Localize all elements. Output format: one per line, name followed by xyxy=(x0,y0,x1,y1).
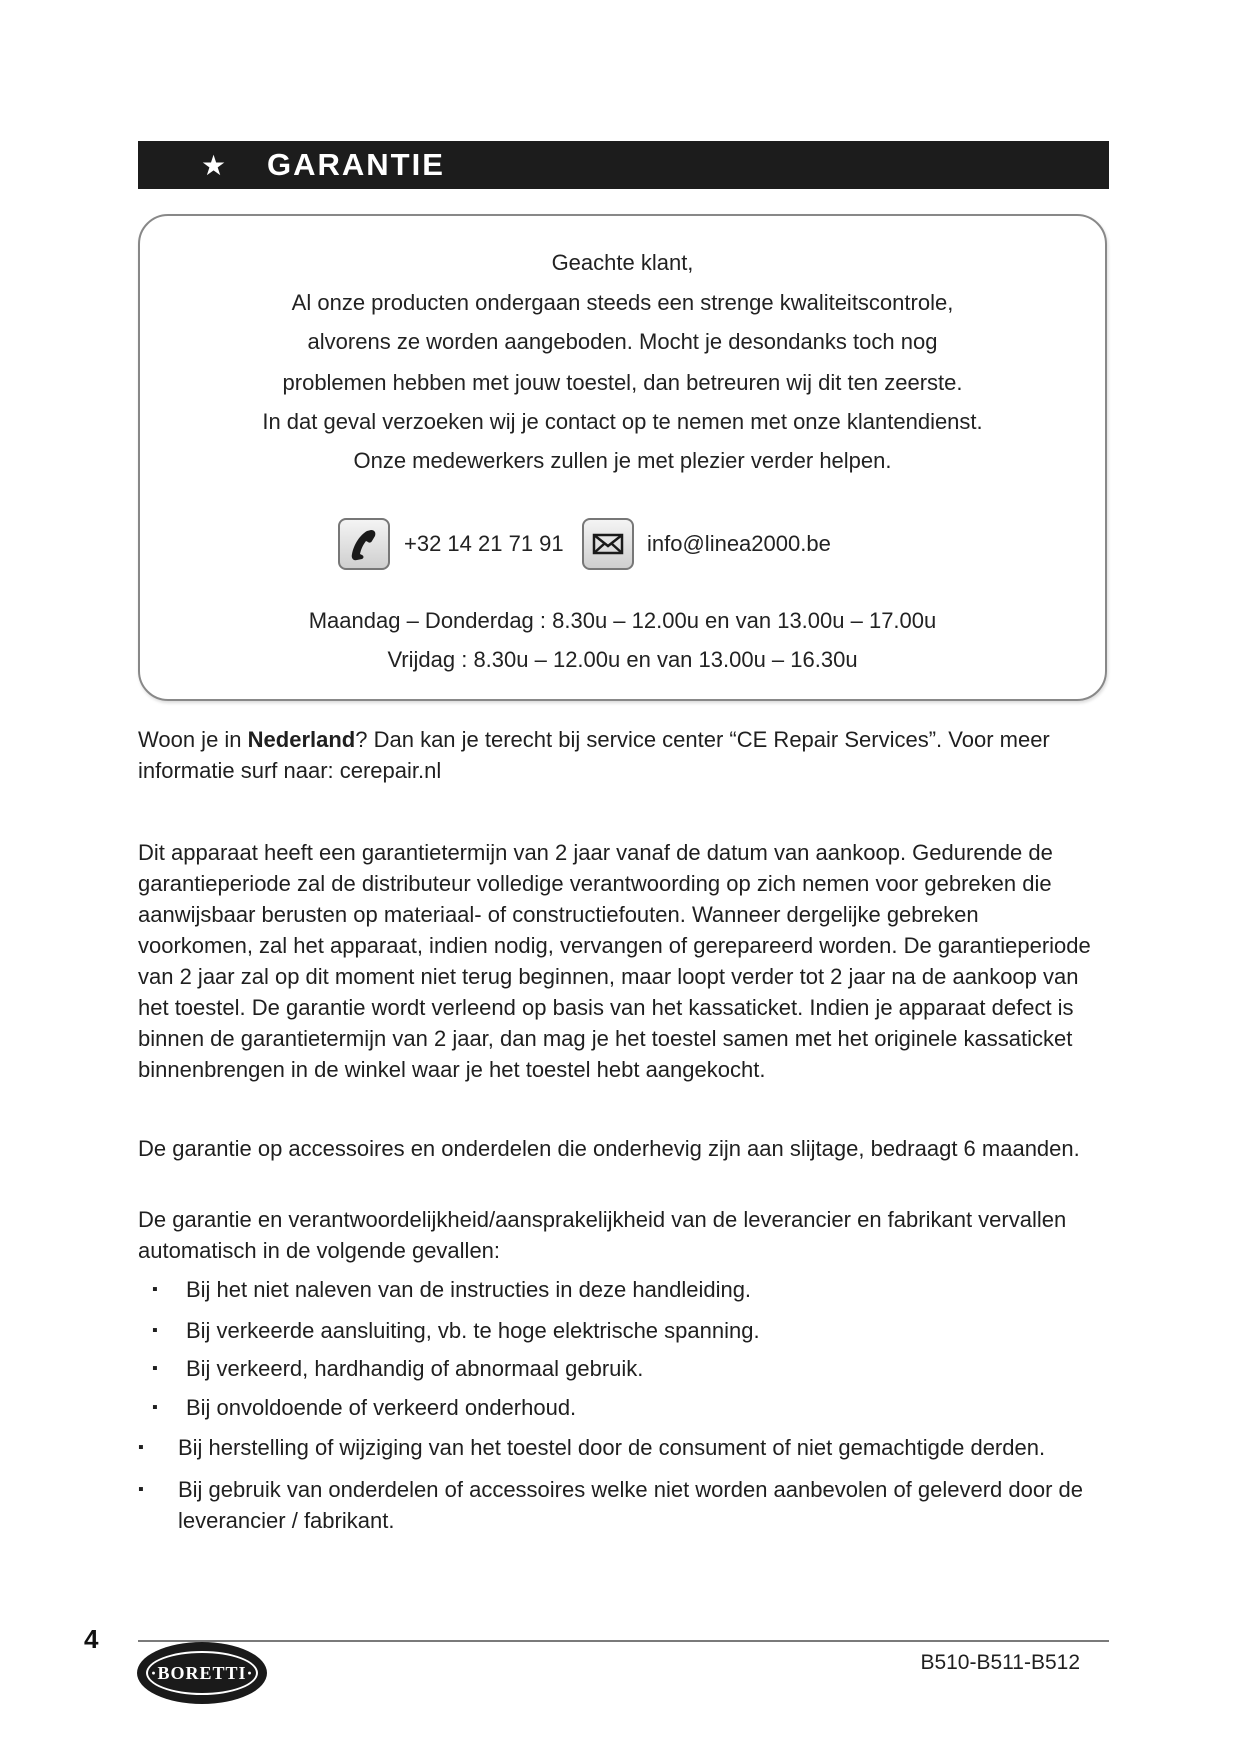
section-header-bar xyxy=(138,141,1109,189)
footer-divider xyxy=(138,1640,1109,1642)
phone-number[interactable]: +32 14 21 71 91 xyxy=(404,531,564,556)
liability-paragraph: De garantie en verantwoordelijkheid/aansprakelijkheid van de leverancier en fabrikant vervallen automatisch in de volgende gevallen: xyxy=(138,1207,1067,1263)
netherlands-country: Nederland xyxy=(247,727,356,752)
list-item xyxy=(152,1392,1086,1423)
model-numbers: B510-B511-B512 xyxy=(920,1651,1080,1674)
logo-text: ·BORETTI· xyxy=(146,1651,258,1695)
intro-line: Al onze producten ondergaan steeds een strenge kwaliteitscontrole, xyxy=(291,290,954,315)
list-item xyxy=(152,1274,1086,1305)
intro-line: In dat geval verzoeken wij je contact op te nemen met onze klantendienst. xyxy=(262,409,983,434)
list-item-text: Bij herstelling of wijziging van het toestel door de consument of niet gemachtigde derden. xyxy=(178,1435,1046,1460)
section-title: GARANTIE xyxy=(267,147,445,182)
list-item xyxy=(152,1315,1086,1346)
boretti-logo xyxy=(137,1642,267,1704)
intro-line: Onze medewerkers zullen je met plezier verder helpen. xyxy=(353,448,892,473)
contact-row xyxy=(140,516,1105,576)
list-item-text: Bij verkeerde aansluiting, vb. te hoge elektrische spanning. xyxy=(186,1318,760,1343)
opening-hours-friday: Vrijdag : 8.30u – 12.00u en van 13.00u – 16.30u xyxy=(387,647,858,672)
warranty-paragraph: Dit apparaat heeft een garantietermijn van 2 jaar vanaf de datum van aankoop. Gedurende de garantieperiode zal de distributeur volledige verantwoording op zich nemen voor gebreken die aanwijsbaar berusten op materiaal- of constructiefouten. Wanneer dergelijke gebreken voorkomen, zal het apparaat, indien nodig, vervangen of gerepareerd worden. De garantieperiode van 2 jaar zal op dit moment niet terug beginnen, maar loopt verder tot 2 jaar na de aankoop van het toestel. De garantie wordt verleend op basis van het kassaticket. Indien je apparaat defect is binnen de garantietermijn van 2 jaar, dan mag je het toestel samen met het originele kassaticket binnenbrengen in de winkel waar je het toestel hebt aangekocht. xyxy=(138,840,1091,1082)
customer-service-box xyxy=(138,214,1107,701)
list-item xyxy=(152,1353,1086,1384)
bullet-icon: ▪ xyxy=(138,1481,144,1498)
bullet-icon: ▪ xyxy=(152,1399,158,1416)
envelope-icon xyxy=(582,518,634,570)
bullet-icon: ▪ xyxy=(152,1281,158,1298)
list-item xyxy=(138,1474,1098,1536)
phone-icon xyxy=(338,518,390,570)
email-address[interactable]: info@linea2000.be xyxy=(647,531,831,556)
wear-parts-paragraph: De garantie op accessoires en onderdelen die onderhevig zijn aan slijtage, bedraagt 6 maanden. xyxy=(138,1136,1080,1161)
opening-hours-weekdays: Maandag – Donderdag : 8.30u – 12.00u en van 13.00u – 17.00u xyxy=(308,608,937,633)
list-item-text: Bij verkeerd, hardhandig of abnormaal gebruik. xyxy=(186,1356,644,1381)
list-item xyxy=(138,1432,1168,1463)
netherlands-paragraph xyxy=(138,724,1098,786)
bullet-icon: ▪ xyxy=(152,1322,158,1339)
intro-line: alvorens ze worden aangeboden. Mocht je desondanks toch nog xyxy=(307,329,938,354)
star-icon: ★ xyxy=(201,149,227,181)
list-item-text: Bij onvoldoende of verkeerd onderhoud. xyxy=(186,1395,577,1420)
bullet-icon: ▪ xyxy=(152,1360,158,1377)
intro-line: problemen hebben met jouw toestel, dan betreuren wij dit ten zeerste. xyxy=(282,370,963,395)
list-item-text: Bij gebruik van onderdelen of accessoires welke niet worden aanbevolen of geleverd door de leverancier / fabrikant. xyxy=(178,1477,1084,1533)
bullet-icon: ▪ xyxy=(138,1439,144,1456)
page-number: 4 xyxy=(84,1624,99,1654)
netherlands-prefix: Woon je in xyxy=(138,727,248,752)
list-item-text: Bij het niet naleven van de instructies in deze handleiding. xyxy=(186,1277,752,1302)
greeting: Geachte klant, xyxy=(551,250,694,275)
netherlands-suffix: ? Dan kan je terecht bij service center “CE Repair Services”. Voor meer informatie surf naar: cerepair.nl xyxy=(138,727,1050,783)
